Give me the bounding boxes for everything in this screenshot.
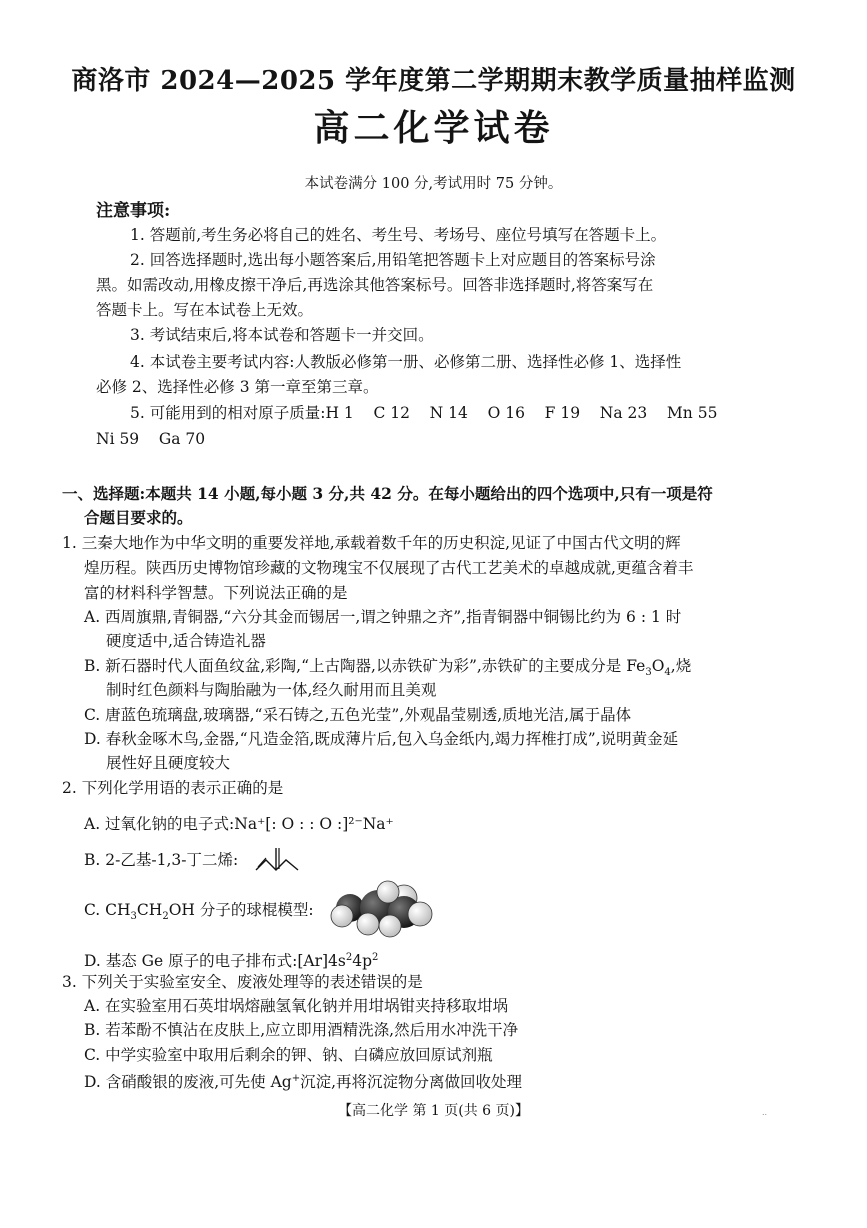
q2-stem: 2. 下列化学用语的表示正确的是	[62, 779, 284, 797]
notice-line: 2. 回答选择题时,选出每小题答案后,用铅笔把答题卡上对应题目的答案标号涂	[130, 251, 656, 269]
full-score-note: 本试卷满分 100 分,考试用时 75 分钟。	[304, 176, 563, 192]
q1-stem: 富的材料科学智慧。下列说法正确的是	[84, 584, 348, 602]
subject-title: 高二化学试卷	[313, 107, 554, 149]
notice-line: Ni 59 Ga 70	[96, 430, 206, 448]
electron-formula: Na⁺[: O : : O :]²⁻Na⁺	[234, 815, 394, 833]
notice-heading: 注意事项:	[96, 201, 171, 221]
ball-stick-model-image	[330, 878, 436, 940]
q1-option-d: D. 春秋金啄木鸟,金器,“凡造金箔,既成薄片后,包入乌金纸内,竭力挥椎打成”,说明黄金延	[84, 730, 679, 748]
q3-option-a: A. 在实验室用石英坩埚熔融氢氧化钠并用坩埚钳夹持移取坩埚	[84, 997, 509, 1015]
q1-stem: 1. 三秦大地作为中华文明的重要发祥地,承载着数千年的历史积淀,见证了中国古代文明的辉	[62, 534, 681, 552]
q3-option-d: D. 含硝酸银的废液,可先使 Ag+沉淀,再将沉淀物分离做回收处理	[84, 1073, 523, 1092]
q1-option-b: 制时红色颜料与陶胎融为一体,经久耐用而且美观	[106, 681, 437, 699]
q1-option-c: C. 唐蓝色琉璃盘,玻璃器,“采石铸之,五色光莹”,外观晶莹剔透,质地光洁,属于晶体	[84, 706, 632, 724]
q2-option-d: D. 基态 Ge 原子的电子排布式$:[Ar]4s^24p^2$	[84, 952, 379, 971]
butadiene-skeletal-structure	[254, 842, 306, 872]
q1-option-b: B. 新石器时代人面鱼纹盆,彩陶,“上古陶器,以赤铁矿为彩”,赤铁矿的主要成分是 $Fe_3O_4$,烧	[84, 657, 692, 679]
corner-mark: ..	[762, 1108, 768, 1117]
section-heading: 一、选择题:本题共 14 小题,每小题 3 分,共 42 分。在每小题给出的四个选项中,只有一项是符	[62, 484, 713, 503]
notice-line: 3. 考试结束后,将本试卷和答题卡一并交回。	[130, 326, 434, 344]
q1-option-a: 硬度适中,适合铸造礼器	[106, 632, 266, 650]
q1-option-a: A. 西周旗鼎,青铜器,“六分其金而锡居一,谓之钟鼎之齐”,指青铜器中铜锡比约为 6 : 1 时	[84, 608, 682, 626]
page-footer: 【高二化学 第 1 页(共 6 页)】	[338, 1103, 529, 1119]
notice-line: 4. 本试卷主要考试内容:人教版必修第一册、必修第二册、选择性必修 1、选择性	[130, 353, 682, 371]
notice-line: 答题卡上。写在本试卷上无效。	[96, 301, 314, 319]
q2-option-c: C. $CH_3CH_2OH$ 分子的球棍模型:	[84, 901, 314, 923]
q3-stem: 3. 下列关于实验室安全、废液处理等的表述错误的是	[62, 973, 423, 991]
section-heading: 合题目要求的。	[84, 508, 193, 527]
q2-option-b: B. 2-乙基-1,3-丁二烯:	[84, 851, 239, 869]
q1-stem: 煌历程。陕西历史博物馆珍藏的文物瑰宝不仅展现了古代工艺美术的卓越成就,更蕴含着丰	[84, 559, 694, 577]
q3-option-b: B. 若苯酚不慎沾在皮肤上,应立即用酒精洗涤,然后用水冲洗干净	[84, 1021, 519, 1039]
q3-option-c: C. 中学实验室中取用后剩余的钾、钠、白磷应放回原试剂瓶	[84, 1046, 493, 1064]
exam-title: 商洛市 2024—2025 学年度第二学期期末教学质量抽样监测	[71, 66, 796, 96]
notice-line: 1. 答题前,考生务必将自己的姓名、考生号、考场号、座位号填写在答题卡上。	[130, 226, 667, 244]
notice-line: 黑。如需改动,用橡皮擦干净后,再选涂其他答案标号。回答非选择题时,将答案写在	[96, 276, 654, 294]
notice-line: 5. 可能用到的相对原子质量:H 1 C 12 N 14 O 16 F 19 Na 23 Mn 55	[130, 404, 718, 422]
q1-option-d: 展性好且硬度较大	[106, 754, 231, 772]
q2-option-a: A. 过氧化钠的电子式:Na⁺[: O : : O :]²⁻Na⁺	[84, 815, 394, 833]
notice-line: 必修 2、选择性必修 3 第一章至第三章。	[96, 378, 379, 396]
